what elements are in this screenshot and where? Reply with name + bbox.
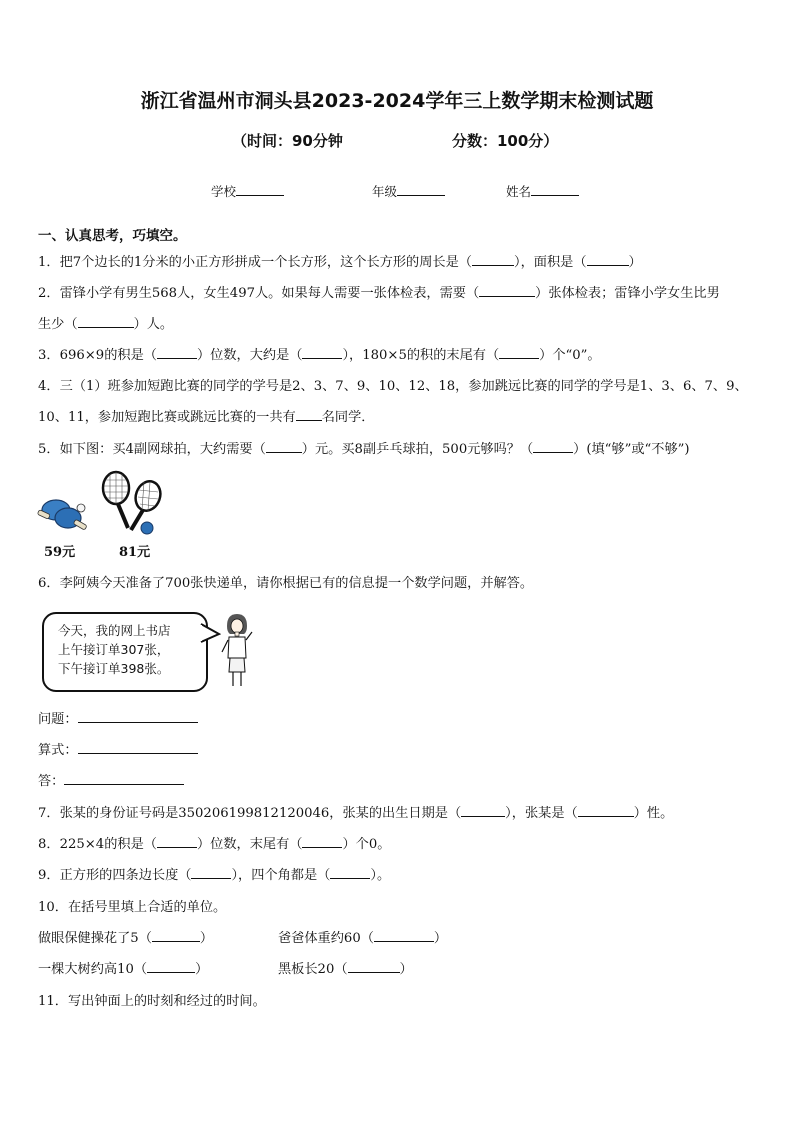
q8-blank-digits[interactable]: [157, 835, 197, 848]
q10-item-4: [278, 958, 413, 977]
q8-text-a: 8．225×4的积是（: [38, 837, 157, 852]
q2-text-c: 生少（: [38, 317, 78, 332]
q10-item-4-close: ）: [399, 962, 413, 977]
bubble-line-1: 今天，我的网上书店: [58, 623, 171, 638]
q10-item-1: [38, 927, 213, 946]
question-blank[interactable]: [78, 710, 198, 723]
q4-text-b: 名同学．: [321, 410, 375, 425]
q1-text-c: ）: [628, 255, 642, 270]
q3-text-a: 3．696×9的积是（: [38, 348, 157, 363]
q10-item-3-close: ）: [195, 962, 209, 977]
name-field[interactable]: [506, 182, 579, 200]
q3-text-d: ）个“0”。: [539, 348, 601, 363]
exam-score: 分数：100分）: [452, 132, 559, 150]
speech-bubble-text: [58, 621, 171, 678]
grade-blank[interactable]: [397, 183, 445, 196]
woman-figure-icon: [218, 612, 256, 690]
q9-text-c: ）。: [370, 868, 391, 883]
q1-blank-area[interactable]: [587, 253, 629, 266]
q5-blank-cost[interactable]: [266, 440, 302, 453]
school-blank[interactable]: [236, 183, 284, 196]
ping-pong-paddles-icon: [34, 494, 90, 538]
q5-blank-enough[interactable]: [533, 440, 573, 453]
q10-item-1-blank[interactable]: [152, 929, 200, 942]
q5-text-b: ）元。买8副乒乓球拍，500元够吗？（: [301, 442, 534, 457]
formula-blank[interactable]: [78, 741, 198, 754]
q10-item-3-text: 一棵大树约高10（: [38, 962, 148, 977]
exam-time: （时间：90分钟: [232, 132, 343, 150]
question-label: 问题：: [38, 712, 78, 727]
q8-text-b: ）位数，末尾有（: [196, 837, 303, 852]
q10-item-3: [38, 958, 208, 977]
q2-blank-forms[interactable]: [479, 284, 535, 297]
question-8: [38, 833, 390, 852]
q10-item-3-blank[interactable]: [147, 960, 195, 973]
q3-blank-digits[interactable]: [157, 346, 197, 359]
question-4-line1: 4．三（1）班参加短跑比赛的同学的学号是2、3、7、9、10、12、18，参加跳远比赛的同学的学号是1、3、6、7、9、: [38, 379, 748, 394]
q10-item-1-close: ）: [199, 931, 214, 946]
q3-text-b: ）位数，大约是（: [196, 348, 303, 363]
question-1: [38, 251, 642, 270]
answer-line: [38, 770, 184, 789]
section-header: 一、认真思考，巧填空。: [38, 228, 187, 244]
q2-blank-difference[interactable]: [78, 315, 134, 328]
pingpong-price: 59元: [44, 545, 76, 560]
question-4-line2: [38, 406, 375, 425]
tennis-rackets-icon: [98, 470, 170, 540]
q5-text-a: 5．如下图：买4副网球拍，大约需要（: [38, 442, 266, 457]
q9-blank-sides[interactable]: [191, 866, 231, 879]
q7-blank-gender[interactable]: [578, 804, 634, 817]
q4-blank-total[interactable]: [296, 408, 322, 421]
q10-item-2-text: 爸爸体重约60（: [278, 931, 374, 946]
q3-text-c: ），180×5的积的末尾有（: [342, 348, 500, 363]
grade-label: 年级: [372, 184, 398, 199]
question-2-line1: [38, 282, 720, 301]
q10-item-2-close: ）: [433, 931, 448, 946]
q7-text-a: 7．张某的身份证号码是350206199812120046，张某的出生日期是（: [38, 806, 462, 821]
q10-item-4-text: 黑板长20（: [278, 962, 348, 977]
q1-blank-perimeter[interactable]: [472, 253, 514, 266]
q10-item-2: [278, 927, 447, 946]
q10-item-4-blank[interactable]: [348, 960, 400, 973]
q9-text-a: 9．正方形的四条边长度（: [38, 868, 192, 883]
q2-text-d: ）人。: [133, 317, 174, 332]
answer-blank[interactable]: [64, 772, 184, 785]
q1-text-b: ），面积是（: [513, 255, 587, 270]
question-line: [38, 708, 198, 727]
bubble-line-2: 上午接订单307张，: [58, 642, 170, 657]
q7-blank-birthdate[interactable]: [461, 804, 505, 817]
q1-text-a: 1．把7个边长的1分米的小正方形拼成一个长方形，这个长方形的周长是（: [38, 255, 472, 270]
q3-blank-zeros[interactable]: [499, 346, 539, 359]
q9-text-b: ），四个角都是（: [231, 868, 331, 883]
formula-line: [38, 739, 198, 758]
tennis-price: 81元: [119, 545, 151, 560]
question-5: [38, 438, 690, 457]
q2-text-b: ）张体检表；雷锋小学女生比男: [535, 286, 720, 301]
q5-text-c: ）(填“够”或“不够”): [573, 442, 690, 457]
school-field[interactable]: [211, 182, 284, 200]
formula-label: 算式：: [38, 743, 78, 758]
q2-text-a: 2．雷锋小学有男生568人，女生497人。如果每人需要一张体检表，需要（: [38, 286, 480, 301]
answer-label: 答：: [38, 774, 65, 789]
question-7: [38, 802, 673, 821]
q3-blank-estimate[interactable]: [302, 346, 342, 359]
name-label: 姓名: [506, 184, 532, 199]
question-3: [38, 344, 601, 363]
q9-blank-angles[interactable]: [330, 866, 370, 879]
q7-text-c: ）性。: [633, 806, 674, 821]
question-6: 6．李阿姨今天准备了700张快递单，请你根据已有的信息提一个数学问题，并解答。: [38, 576, 534, 591]
question-2-line2: [38, 313, 173, 332]
school-label: 学校: [211, 184, 237, 199]
q8-text-c: ）个0。: [342, 837, 391, 852]
grade-field[interactable]: [372, 182, 445, 200]
q4-text-a: 10、11，参加短跑比赛或跳远比赛的一共有: [38, 410, 296, 425]
q10-item-1-text: 做眼保健操花了5（: [38, 931, 152, 946]
q10-item-2-blank[interactable]: [374, 929, 434, 942]
question-11: 11．写出钟面上的时刻和经过的时间。: [38, 994, 266, 1009]
question-9: [38, 864, 390, 883]
question-10: 10．在括号里填上合适的单位。: [38, 900, 227, 915]
q8-blank-zeros[interactable]: [302, 835, 342, 848]
bubble-line-3: 下午接订单398张。: [58, 661, 170, 676]
page-title: 浙江省温州市洞头县2023-2024学年三上数学期末检测试题: [140, 90, 654, 112]
name-blank[interactable]: [531, 183, 579, 196]
q7-text-b: ），张某是（: [505, 806, 578, 821]
